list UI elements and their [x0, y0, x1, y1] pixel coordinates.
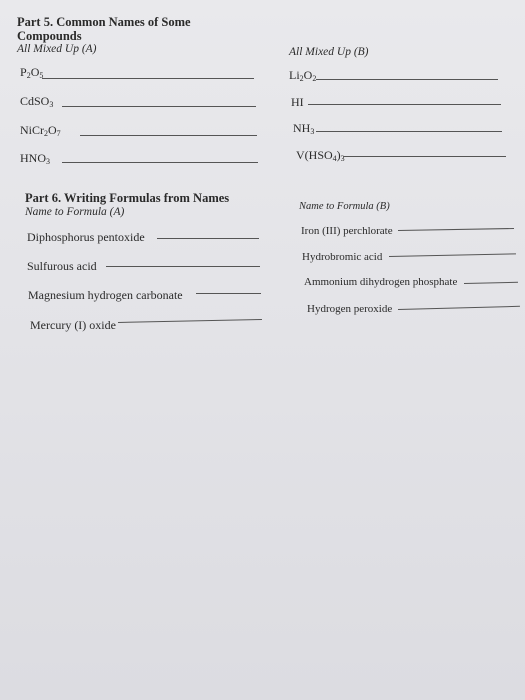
part6-col-b-heading: Name to Formula (B) — [299, 201, 390, 212]
part6-col-a-heading: Name to Formula (A) — [25, 206, 125, 218]
formula-line-b2[interactable] — [389, 253, 516, 257]
formula-line-a3[interactable] — [196, 293, 261, 294]
part5-title-line1: Part 5. Common Names of Some — [17, 15, 191, 29]
answer-line-a2[interactable] — [62, 106, 256, 107]
answer-line-b2[interactable] — [308, 104, 501, 105]
answer-line-b1[interactable] — [316, 79, 498, 80]
formula-a3: $NiCr_2O_7$ — [20, 123, 61, 138]
answer-line-b4[interactable] — [344, 156, 506, 157]
part5-col-a-heading: All Mixed Up (A) — [17, 43, 97, 55]
formula-line-a4[interactable] — [118, 319, 262, 323]
formula-line-a2[interactable] — [106, 266, 260, 267]
formula-line-a1[interactable] — [157, 238, 259, 239]
formula-b2: HI — [291, 95, 304, 109]
name-b4: Hydrogen peroxide — [307, 303, 393, 315]
answer-line-a4[interactable] — [62, 162, 258, 163]
formula-a1: $P_2O_5$ — [20, 65, 44, 80]
formula-b1: $Li_2O_2$ — [289, 68, 317, 83]
answer-line-b3[interactable] — [316, 131, 502, 132]
formula-a4: $HNO_3$ — [20, 151, 50, 166]
formula-b4: $V(HSO_4)_3$ — [296, 148, 345, 163]
formula-line-b4[interactable] — [398, 306, 520, 310]
formula-a2: CdSO$_3$ — [20, 94, 54, 109]
name-a1: Diphosphorus pentoxide — [27, 230, 145, 244]
name-a2: Sulfurous acid — [27, 259, 97, 273]
formula-line-b1[interactable] — [398, 228, 514, 231]
name-b3: Ammonium dihydrogen phosphate — [304, 276, 458, 288]
part5-col-b-heading: All Mixed Up (B) — [289, 46, 369, 58]
part6-title: Part 6. Writing Formulas from Names — [25, 191, 230, 205]
name-b2: Hydrobromic acid — [302, 251, 383, 263]
formula-b3: $NH_3$ — [293, 121, 315, 136]
name-a3: Magnesium hydrogen carbonate — [28, 288, 183, 302]
part5-title-line2: Compounds — [17, 29, 82, 43]
name-a4: Mercury (I) oxide — [30, 318, 116, 332]
formula-line-b3[interactable] — [464, 282, 518, 284]
answer-line-a3[interactable] — [80, 135, 257, 136]
name-b1: Iron (III) perchlorate — [301, 225, 393, 237]
answer-line-a1[interactable] — [42, 78, 254, 79]
